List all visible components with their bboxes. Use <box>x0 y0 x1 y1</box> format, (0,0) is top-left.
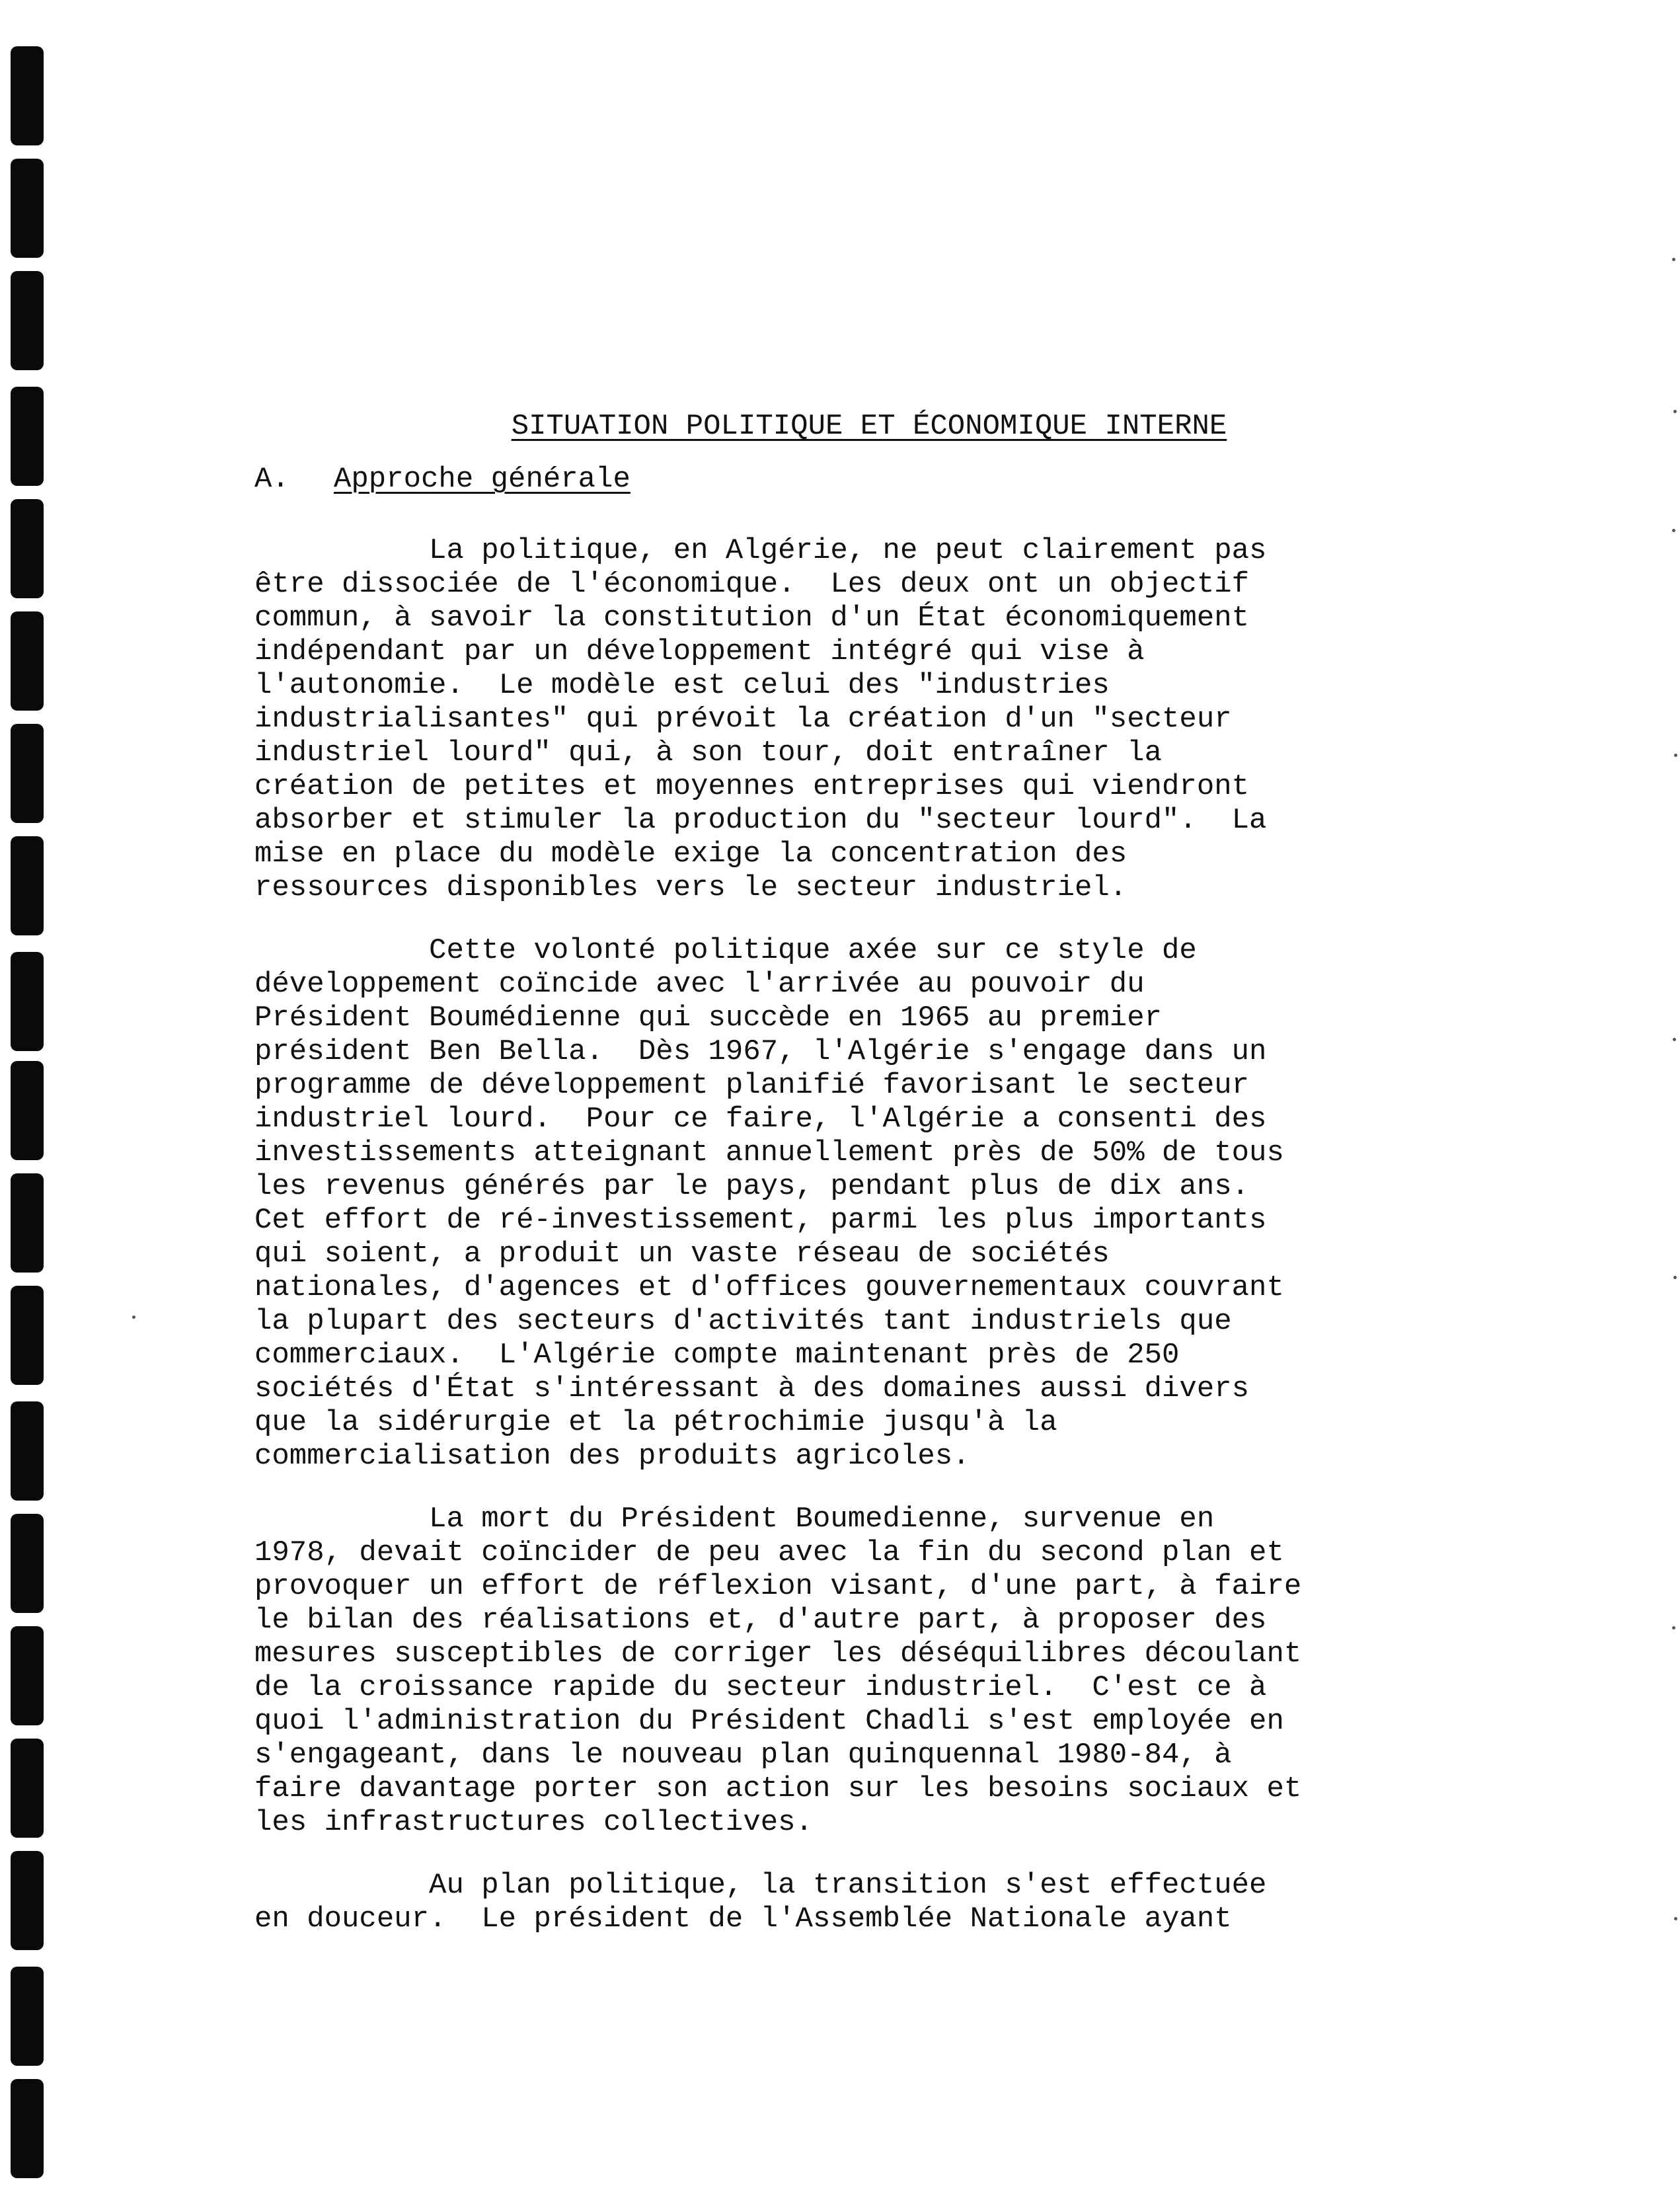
punch-hole <box>11 1286 44 1385</box>
punch-hole <box>11 159 44 258</box>
punch-hole <box>11 1061 44 1160</box>
punch-hole <box>11 724 44 823</box>
text-line: commun, à savoir la constitution d'un État économiquement <box>254 602 1250 635</box>
punch-hole <box>11 271 44 370</box>
punch-hole <box>11 1967 44 2066</box>
scan-speck <box>1673 1038 1676 1041</box>
text-line: commerciaux. L'Algérie compte maintenant près de 250 <box>254 1339 1180 1372</box>
text-line: industriel lourd" qui, à son tour, doit entraîner la <box>254 736 1163 769</box>
section-heading <box>254 463 1457 496</box>
binder-punch-holes <box>11 0 48 2198</box>
document-title: SITUATION POLITIQUE ET ÉCONOMIQUE INTERNE <box>511 410 1227 443</box>
text-line: en douceur. Le président de l'Assemblée Nationale ayant <box>254 1903 1232 1936</box>
punch-hole <box>11 1514 44 1613</box>
text-line: La mort du Président Boumedienne, survenue en <box>254 1503 1215 1536</box>
text-line: création de petites et moyennes entreprises qui viendront <box>254 770 1250 803</box>
paragraph <box>254 1869 1457 1936</box>
text-line: président Ben Bella. Dès 1967, l'Algérie s'engage dans un <box>254 1035 1267 1068</box>
text-line: provoquer un effort de réflexion visant, d'une part, à faire <box>254 1570 1302 1603</box>
scan-speck <box>1672 1626 1675 1629</box>
text-line: programme de développement planifié favorisant le secteur <box>254 1069 1250 1102</box>
text-line: les infrastructures collectives. <box>254 1806 813 1839</box>
text-line: la plupart des secteurs d'activités tant industriels que <box>254 1305 1232 1338</box>
text-line: 1978, devait coïncider de peu avec la fin du second plan et <box>254 1536 1284 1569</box>
text-line: mise en place du modèle exige la concentration des <box>254 838 1127 871</box>
text-line: investissements atteignant annuellement près de 50% de tous <box>254 1136 1284 1169</box>
punch-hole <box>11 2079 44 2178</box>
section-letter: A. <box>254 463 289 496</box>
scan-speck <box>1674 754 1677 757</box>
text-line: Cet effort de ré-investissement, parmi les plus importants <box>254 1204 1267 1237</box>
text-line: Président Boumédienne qui succède en 1965 au premier <box>254 1001 1163 1035</box>
punch-hole <box>11 499 44 598</box>
scan-speck <box>132 1315 135 1319</box>
text-line: développement coïncide avec l'arrivée au pouvoir du <box>254 968 1145 1001</box>
text-line: commercialisation des produits agricoles. <box>254 1440 970 1473</box>
paragraph <box>254 934 1457 1473</box>
punch-hole <box>11 836 44 935</box>
text-line: faire davantage porter son action sur les besoins sociaux et <box>254 1772 1302 1805</box>
text-line: La politique, en Algérie, ne peut clairement pas <box>254 534 1267 567</box>
scan-speck <box>1672 529 1675 532</box>
text-line: être dissociée de l'économique. Les deux ont un objectif <box>254 568 1250 601</box>
text-line: le bilan des réalisations et, d'autre part, à proposer des <box>254 1604 1267 1637</box>
text-line: quoi l'administration du Président Chadli s'est employée en <box>254 1705 1284 1738</box>
punch-hole <box>11 611 44 711</box>
punch-hole <box>11 387 44 486</box>
scan-speck <box>1674 1917 1677 1920</box>
text-line: industriel lourd. Pour ce faire, l'Algérie a consenti des <box>254 1103 1267 1136</box>
punch-hole <box>11 1173 44 1273</box>
text-line: industrialisantes" qui prévoit la création d'un "secteur <box>254 703 1232 736</box>
scan-speck <box>1673 410 1677 413</box>
text-line: absorber et stimuler la production du "secteur lourd". La <box>254 804 1267 837</box>
section-label: Approche générale <box>334 463 630 496</box>
text-line: l'autonomie. Le modèle est celui des "industries <box>254 669 1110 702</box>
text-line: de la croissance rapide du secteur industriel. C'est ce à <box>254 1671 1267 1704</box>
text-line: qui soient, a produit un vaste réseau de sociétés <box>254 1237 1110 1271</box>
paragraph <box>254 534 1457 905</box>
text-line: mesures susceptibles de corriger les déséquilibres découlant <box>254 1637 1302 1670</box>
text-line: Au plan politique, la transition s'est effectuée <box>254 1869 1267 1902</box>
punch-hole <box>11 952 44 1051</box>
punch-hole <box>11 1739 44 1838</box>
punch-hole <box>11 1401 44 1501</box>
punch-hole <box>11 46 44 145</box>
scan-speck <box>1672 258 1675 261</box>
text-line: ressources disponibles vers le secteur industriel. <box>254 871 1127 904</box>
text-line: sociétés d'État s'intéressant à des domaines aussi divers <box>254 1372 1250 1405</box>
text-line: indépendant par un développement intégré qui vise à <box>254 635 1145 668</box>
text-line: les revenus générés par le pays, pendant plus de dix ans. <box>254 1170 1250 1203</box>
document-page <box>254 410 1457 1965</box>
scan-speck <box>1673 1276 1677 1279</box>
text-line: s'engageant, dans le nouveau plan quinquennal 1980-84, à <box>254 1739 1232 1772</box>
paragraph <box>254 1503 1457 1840</box>
text-line: Cette volonté politique axée sur ce style de <box>254 934 1197 967</box>
text-line: nationales, d'agences et d'offices gouvernementaux couvrant <box>254 1271 1284 1304</box>
punch-hole <box>11 1626 44 1725</box>
text-line: que la sidérurgie et la pétrochimie jusqu'à la <box>254 1406 1057 1439</box>
punch-hole <box>11 1851 44 1950</box>
